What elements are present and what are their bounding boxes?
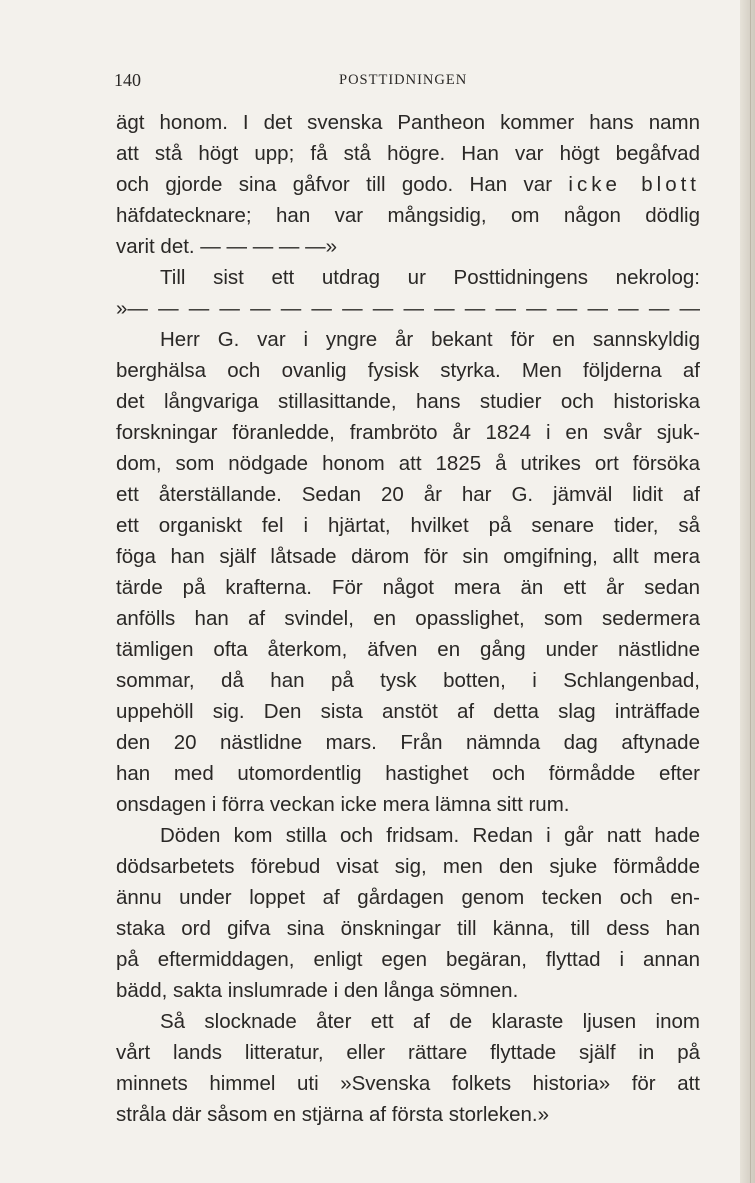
text-line: staka ord gifva sina önskningar till känna, till dess han	[116, 917, 700, 940]
body-text	[116, 107, 700, 1130]
text-line: berghälsa och ovanlig fysisk styrka. Men följderna af	[116, 359, 700, 382]
dash-line: »— — — — — — — — — — — — — — — — — — —	[116, 297, 700, 320]
text-line: den 20 nästlidne mars. Från nämnda dag aftynade	[116, 731, 700, 754]
text-line: på eftermiddagen, enligt egen begäran, flyttad i annan	[116, 948, 700, 971]
text-line: att stå högt upp; få stå högre. Han var högt begåfvad	[116, 142, 700, 165]
page-header	[114, 70, 698, 92]
text-line: tämligen ofta återkom, äfven en gång under nästlidne	[116, 638, 700, 661]
text-line: stråla där såsom en stjärna af första storleken.»	[116, 1103, 549, 1126]
text-line: varit det. — — — — —»	[116, 235, 337, 258]
text-line: sommar, då han på tysk botten, i Schlangenbad,	[116, 669, 700, 692]
text-line: forskningar föranledde, frambröto år 1824 i en svår sjuk-	[116, 421, 700, 444]
text-line: Herr G. var i yngre år bekant för en sannskyldig	[160, 328, 700, 351]
text-line: ägt honom. I det svenska Pantheon kommer hans namn	[116, 111, 700, 134]
text-line: ett återställande. Sedan 20 år har G. jämväl lidit af	[116, 483, 700, 506]
text-line: Så slocknade åter ett af de klaraste ljusen inom	[160, 1010, 700, 1033]
text-line: tärde på krafterna. För något mera än ett år sedan	[116, 576, 700, 599]
text-line: Till sist ett utdrag ur Posttidningens nekrolog:	[160, 266, 700, 289]
text-line: bädd, sakta inslumrade i den långa sömnen.	[116, 979, 519, 1002]
emphasized-text: icke blott	[568, 173, 701, 196]
text-line-part: och gjorde sina gåfvor till godo. Han var	[116, 173, 553, 196]
text-line: det långvariga stillasittande, hans studier och historiska	[116, 390, 700, 413]
text-line: vårt lands litteratur, eller rättare flyttade själf in på	[116, 1041, 700, 1064]
text-line: han med utomordentlig hastighet och förmådde efter	[116, 762, 700, 785]
text-line: anfölls han af svindel, en opasslighet, som sedermera	[116, 607, 700, 630]
text-line: uppehöll sig. Den sista anstöt af detta slag inträffade	[116, 700, 700, 723]
text-line: Döden kom stilla och fridsam. Redan i går natt hade	[160, 824, 700, 847]
text-line: onsdagen i förra veckan icke mera lämna sitt rum.	[116, 793, 570, 816]
text-line: dödsarbetets förebud visat sig, men den sjuke förmådde	[116, 855, 700, 878]
text-line: häfdatecknare; han var mångsidig, om någon dödlig	[116, 204, 700, 227]
text-line	[116, 169, 700, 200]
page-number: 140	[114, 70, 141, 90]
text-line: föga han själf låtsade därom för sin omgifning, allt mera	[116, 545, 700, 568]
running-head: POSTTIDNINGEN	[339, 72, 468, 88]
text-line: ännu under loppet af gårdagen genom tecken och en-	[116, 886, 700, 909]
text-line: minnets himmel uti »Svenska folkets historia» för att	[116, 1072, 700, 1095]
text-line: dom, som nödgade honom att 1825 å utrikes ort försöka	[116, 452, 700, 475]
page-edge-line	[750, 0, 751, 1183]
page-edge	[740, 0, 755, 1183]
text-line: ett organiskt fel i hjärtat, hvilket på senare tider, så	[116, 514, 700, 537]
